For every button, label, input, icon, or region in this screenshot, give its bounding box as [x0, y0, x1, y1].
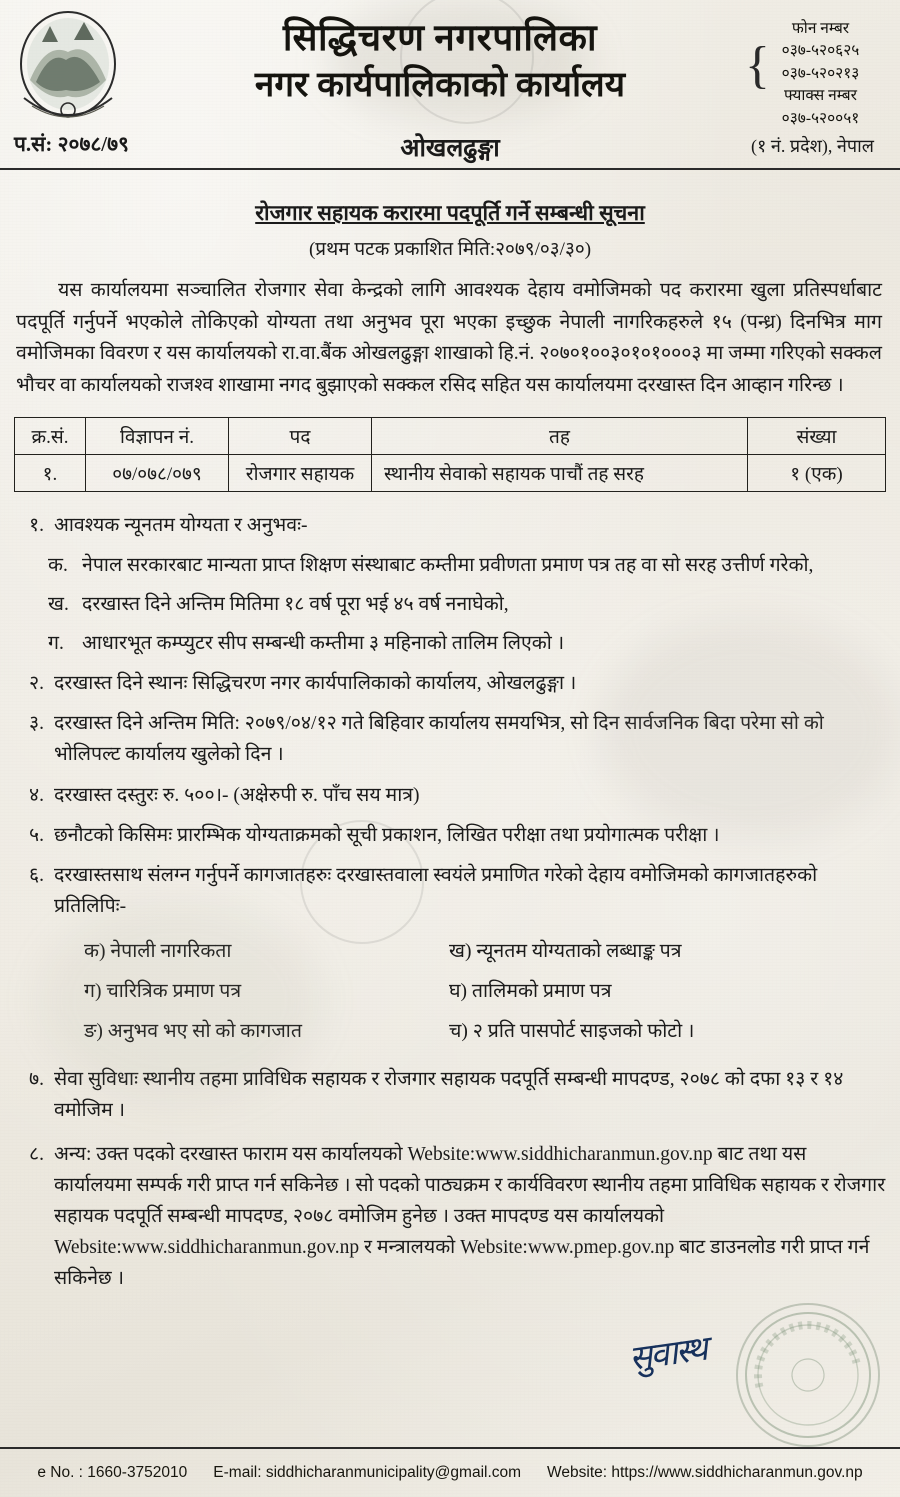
list-item-number: ५.	[28, 824, 44, 846]
list-item	[14, 708, 886, 770]
list-item-text: आवश्यक न्यूनतम योग्यता र अनुभवः-	[54, 515, 308, 537]
table-cell-advert-no: ०७/०७८/०७९	[86, 455, 229, 492]
document-item: ग) चारित्रिक प्रमाण पत्र	[84, 981, 242, 1003]
list-item-number: १.	[28, 515, 44, 537]
nepal-emblem-icon	[16, 6, 120, 132]
sub-item-number: ग.	[48, 632, 64, 654]
table-cell-level: स्थानीय सेवाको सहायक पाचौं तह सरह	[372, 455, 748, 492]
vacancy-table	[14, 417, 886, 492]
required-documents-grid	[84, 932, 814, 1052]
reference-number: प.सं: २०७८/७९	[14, 132, 129, 156]
reference-row	[0, 130, 900, 170]
list-item-text: दरखास्तसाथ संलग्न गर्नुपर्ने कागजातहरुः दरखास्तवाला स्वयंले प्रमाणित गरेको देहाय वमोजिमको कागजातहरुको प्रतिलिपिः-	[54, 865, 818, 918]
list-item	[14, 820, 886, 851]
document-footer	[0, 1447, 900, 1497]
notice-body	[16, 275, 882, 401]
list-item-number: ८.	[28, 1143, 44, 1165]
list-item-text: अन्य: उक्त पदको दरखास्त फाराम यस कार्यालयको Website:www.siddhicharanmun.gov.np बाट तथा यस कार्यालयमा सम्पर्क गरी प्राप्त गर्न सकिनेछ । सो पदको पाठ्यक्रम र कार्यविवरण स्थानीय तहमा प्राविधिक सहायक र रोजगार सहायक पदपूर्ति सम्बन्धी मापदण्ड, २०७८ वमोजिम हुनेछ । उक्त मापदण्ड यस कार्यालयको Website:www.siddhicharanmun.gov.np र मन्त्रालयको Website:www.pmep.gov.np बाट डाउनलोड गरी प्राप्त गर्न सकिनेछ ।	[54, 1143, 886, 1290]
list-item-text: सेवा सुविधाः स्थानीय तहमा प्राविधिक सहायक र रोजगार सहायक पदपूर्ति सम्बन्धी मापदण्ड, २०७८ को दफा १३ र १४ वमोजिम ।	[54, 1069, 844, 1122]
list-item	[14, 668, 886, 699]
table-header-cell: संख्या	[748, 418, 886, 455]
sub-item-text: नेपाल सरकारबाट मान्यता प्राप्त शिक्षण संस्थाबाट कम्तीमा प्रवीणता प्रमाण पत्र तह वा सो सरह उत्तीर्ण गरेको,	[82, 554, 814, 576]
sub-item-text: दरखास्त दिने अन्तिम मितिमा १८ वर्ष पूरा भई ४५ वर्ष ननाघेको,	[82, 593, 509, 615]
office-title-block	[130, 16, 750, 108]
sub-item-text: आधारभूत कम्प्युटर सीप सम्बन्धी कम्तीमा ३ महिनाको तालिम लिएको ।	[82, 632, 565, 654]
conditions-list	[14, 510, 886, 1294]
notice-title: रोजगार सहायक करारमा पदपूर्ति गर्ने सम्बन्धी सूचना	[255, 201, 645, 225]
sub-item-number: ख.	[48, 593, 69, 615]
header-divider	[0, 168, 900, 170]
list-item-text: छनौटको किसिमः प्रारम्भिक योग्यताक्रमको सूची प्रकाशन, लिखित परीक्षा तथा प्रयोगात्मक परीक्षा ।	[54, 824, 720, 846]
phone-number-1: ०३७-५२०६२५	[781, 42, 860, 60]
footer-email: E-mail: siddhicharanmunicipality@gmail.com	[213, 1464, 522, 1481]
list-item-number: ७.	[28, 1069, 44, 1091]
table-header-cell: पद	[229, 418, 372, 455]
phone-number-2: ०३७-५२०२१३	[781, 64, 860, 82]
list-item	[14, 860, 886, 922]
brace-glyph: {	[745, 37, 770, 94]
list-item-number: २.	[28, 673, 44, 695]
contact-block	[745, 18, 888, 130]
document-item: क) नेपाली नागरिकता	[84, 941, 232, 963]
notice-publish-date: (प्रथम पटक प्रकाशित मिति:२०७९/०३/३०)	[308, 239, 592, 260]
list-item-number: ४.	[28, 784, 44, 806]
signature-scrawl: सुवास्थ	[626, 1328, 709, 1380]
table-header-cell: तह	[372, 418, 748, 455]
table-cell-count: १ (एक)	[748, 455, 886, 492]
list-item-number: ३.	[28, 713, 44, 735]
footer-phone: e No. : 1660-3752010	[37, 1464, 188, 1481]
notice-body-text: यस कार्यालयमा सञ्चालित रोजगार सेवा केन्द्रको लागि आवश्यक देहाय वमोजिमको पद करारमा खुला प्रतिस्पर्धाबाट पदपूर्ति गर्नुपर्ने भएकोले तोकिएको योग्यता तथा अनुभव पूरा भएका इच्छुक नेपाली नागरिकहरुले १५ (पन्ध्र) दिनभित्र माग वमोजिमका विवरण र यस कार्यालयको रा.वा.बैंक ओखलढुङ्गा शाखाको हि.नं. २०७०१००३०१०१०००३ मा जम्मा गरिएको सक्कल भौचर वा कार्यालयको राजश्व शाखामा नगद बुझाएको सक्कल रसिद सहित यस कार्यालयमा दरखास्त दिन आव्हान गरिन्छ ।	[16, 280, 882, 396]
list-item	[14, 1139, 886, 1295]
document-item: ङ) अनुभव भए सो को कागजात	[84, 1021, 302, 1043]
fax-number: ०३७-५२००५१	[781, 109, 860, 127]
office-name: नगर कार्यपालिकाको कार्यालय	[254, 65, 626, 105]
official-stamp	[721, 1288, 896, 1463]
list-item-text: दरखास्त दस्तुरः रु. ५००।- (अक्षेरुपी रु. पाँच सय मात्र)	[54, 784, 420, 806]
phone-label: फोन नम्बर	[791, 20, 850, 37]
list-item-text: दरखास्त दिने अन्तिम मिति: २०७९/०४/१२ गते बिहिवार कार्यालय समयभित्र, सो दिन सार्वजनिक बिदा परेमा सो को भोलिपल्ट कार्यालय खुलेको दिन ।	[54, 713, 824, 766]
list-item	[14, 780, 886, 811]
sub-list-item	[14, 628, 886, 659]
municipality-name: सिद्धिचरण नगरपालिका	[282, 18, 598, 59]
table-header-cell: क्र.सं.	[15, 418, 86, 455]
sub-item-number: क.	[48, 554, 68, 576]
fax-label: फ्याक्स नम्बर	[784, 87, 857, 105]
sub-list-item	[14, 550, 886, 581]
district-name: ओखलढुङ्गा	[400, 135, 500, 162]
list-item-text: दरखास्त दिने स्थानः सिद्धिचरण नगर कार्यपालिकाको कार्यालय, ओखलढुङ्गा ।	[54, 673, 577, 695]
sub-list-item	[14, 589, 886, 620]
document-header	[0, 0, 900, 172]
list-item-number: ६.	[28, 865, 44, 886]
table-cell-post: रोजगार सहायक	[229, 455, 372, 492]
document-item: ख) न्यूनतम योग्यताको लब्धाङ्क पत्र	[449, 941, 682, 963]
list-item	[14, 1064, 886, 1126]
table-header-cell: विज्ञापन नं.	[86, 418, 229, 455]
document-item: च) २ प्रति पासपोर्ट साइजको फोटो ।	[449, 1021, 695, 1043]
table-cell-serial: १.	[15, 455, 86, 492]
footer-website: Website: https://www.siddhicharanmun.gov.np	[547, 1464, 863, 1481]
list-item	[14, 510, 886, 541]
document-item: घ) तालिमको प्रमाण पत्र	[449, 981, 612, 1003]
province-name: (१ नं. प्रदेश), नेपाल	[751, 136, 874, 156]
table-row	[15, 455, 886, 492]
table-header-row	[15, 418, 886, 455]
